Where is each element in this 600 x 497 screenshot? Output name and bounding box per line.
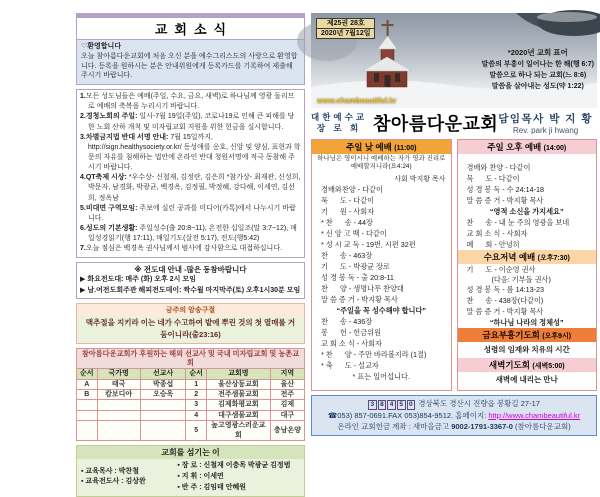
order-line: 봉 헌 - 헌금위원 [321,327,382,337]
order-line: 기 도 - 이순영 권사 [466,265,536,274]
service-time: (14:00) [543,145,567,152]
church-name: 참아름다운교회 [373,114,499,134]
cell: 캄보디아 [97,390,140,400]
zip-digit: 0 [407,400,416,410]
news-item [80,173,301,203]
cell: 대구 [270,410,304,420]
col-header: 순서 [77,369,98,379]
cell [140,410,186,420]
cell [77,410,98,420]
table-row [77,410,305,420]
order-line: * 성 시 교 독 - 19번, 시편 32편 [321,239,416,249]
news-item-label: 3.차별금지법 반대 서명 안내: [80,133,169,141]
servant-line: ▪ 지 휘 : 이세연 [177,473,224,481]
order-line: 찬 송 - 436장 [321,316,373,326]
cell [97,421,140,441]
cell: A [77,379,98,389]
evangelism-title: ※ 전도대 안내 -많은 동참바랍니다 [134,265,247,275]
contact-footer [311,395,597,436]
order-line: 묵 도 - 다같이 [321,195,375,205]
news-item-text: *우수상- 신철재, 김정란, 김은희 *참가상- 최재관, 신성희, 박문자, 남경화, 박광균, 백경옥, 김정필, 박정혜, 강다해, 이세연, 김선희, 정옥남 [88,174,301,202]
service-time: (11:00) [394,145,417,152]
table-row [77,421,305,441]
zip-digit: 3 [368,400,377,410]
cell [77,421,98,441]
table-row [77,390,305,400]
memory-verse-title: 금주의 암송구절 [77,304,304,316]
street-address: 경상북도 경산시 진량읍 봉황길 27-17 [416,399,540,408]
order-line: 기 원 - 사회자 [321,206,375,216]
cell: 오승욱 [140,390,186,400]
address-line [314,398,594,410]
dawn-prayer-theme: 새벽에 내리는 만나 [495,375,558,384]
table-row [77,379,305,389]
order-line: 경배와찬양 - 다같이 [321,184,383,194]
cell: 대구샘물교회 [206,410,270,420]
service-title: 주일 오후 예배 [487,142,542,152]
servant-line: ▪ 반 주 : 김임태 안혜원 [177,483,246,491]
welcome-heading: ♡환영합니다 [81,43,122,50]
sermon-title: “하나님 나라의 정체성” [489,318,564,327]
volume-date-box [316,18,375,39]
cell: 4 [186,410,207,420]
evangelism-notice-box [76,262,305,299]
order-line: 교 회 소 식 - 사회자 [466,229,528,238]
service-time: (새벽5:00) [532,363,565,370]
cell: 2 [186,390,207,400]
cell: 5 [186,421,207,441]
news-item-text: 모든 성도님들은 예배(주일, 수요, 금요, 새벽)로 하나님께 영광 돌리므로 예배의 축복을 누리시기 바랍니다. [85,93,295,111]
sermon-title: “영적 소신을 가지세요” [489,207,564,216]
cell [140,400,186,410]
news-item [80,204,301,224]
table-title-row [77,348,305,368]
news-item-text: 일시-7월 19일(주일), 코로나19로 인해 큰 피해를 당한 노회 산하 개척 및 미자립교회 지원을 위한 헌금을 실시합니다. [88,113,295,131]
order-line: 묵 도 - 다같이 [466,174,520,183]
banner-website-url: www.chambeautiful.kr [317,96,397,105]
news-item [80,112,301,132]
table-header-row [77,369,305,379]
cell: 높고영광스러운교회 [206,421,270,441]
order-line: 경배와 찬양 - 다같이 [466,163,531,172]
order-line: 성 경 봉 독 - 롬 14:13-23 [466,285,544,294]
memory-verse-text: 맥추절을 지키라 이는 네가 수고하여 밭에 뿌린 것의 첫 열매를 거둠이니라(출23:16) [77,316,304,342]
denomination [311,112,367,135]
motto-line: 말씀으로 하나 되는 교회(느 8:6) [489,72,587,80]
denomination-line: 대한예수교 [311,111,368,122]
servants-left-column [81,461,177,494]
news-item-label: 7. [80,245,86,253]
order-line: * 찬 송 - 44장 [321,217,373,227]
sunday-day-service-header [312,140,451,154]
denomination-line: 장 로 회 [316,123,362,133]
cell: 김제 [270,400,304,410]
news-item-label: 6.성도의 기본생활: [80,225,138,233]
service-title: 주일 낮 예배 [346,142,392,152]
memory-verse-box [76,303,305,343]
sunday-pm-service-header [458,140,597,154]
page-title: 교회소식 [77,18,304,40]
order-line: * 찬 양 - 주만 바라볼지라 (1절) [321,349,427,359]
cell: 태국 [97,379,140,389]
news-item [80,244,301,254]
cell: 울산상동교회 [206,379,270,389]
news-item-label: 5.비대면 구역모임: [80,204,138,212]
pastor-block [498,111,597,135]
news-item [80,133,301,174]
col-header: 지역 [270,369,304,379]
phone-fax-text: ☎053) 857-0691.FAX 053)854-9512. 홈페이지: [327,410,489,420]
service-time: (오후9시) [542,333,572,340]
mission-table-title: 참아름다운교회가 후원하는 해외 선교사 및 국내 미자립교회 및 농촌교회 [77,348,305,368]
order-line: 말 씀 증 거 - 박지황 목사 [466,196,544,205]
order-line: 폐 회 - 안녕히 [466,240,520,249]
col-header: 선교사 [140,369,186,379]
order-line: 찬 송 - 438장(다같이) [466,296,544,305]
cell: 3 [186,400,207,410]
motto-line: 말씀을 살아내는 성도(약 1:22) [491,83,584,91]
service-title: 새벽기도회 [488,360,530,370]
cell [77,400,98,410]
sunday-day-service-column [311,139,452,391]
service-presider: 사회 박지황 목사 [394,175,446,183]
zip-digit: 4 [387,400,396,410]
order-line: 기 도 - 박광균 장로 [321,261,390,271]
dawn-prayer-header [458,358,597,372]
service-verse: 하나님은 영이시니 예배하는 자가 영과 진리로 예배할지니라(요4:24) [317,155,446,171]
standing-note: * 표는 일어섭니다. [352,371,410,381]
servants-right-column [177,461,300,494]
order-line: 성 경 봉 독 - 출 20:8-11 [321,272,394,282]
pastor-name-english: Rev. park ji hwang [513,126,579,135]
cell: 1 [186,379,207,389]
evangelism-line: ▶ 화요전도대: 매주 (화) 오후 2시 모임 [80,276,196,284]
servant-line: ▪ 교육전도사 : 김상완 [81,478,146,486]
col-header: 교회명 [206,369,270,379]
cell: 충남온양 [270,421,304,441]
phone-line [314,410,594,422]
table-row [77,400,305,410]
cell: B [77,390,98,400]
news-item [80,92,301,112]
order-line: 찬 송 - 내 눈 주의 영광을 보네 [466,218,570,227]
servants-title: 교회를 섬기는 이 [77,446,304,459]
service-title: 수요저녁 예배 [483,252,536,262]
pastor-name: 담임목사 박 지 황 [498,113,594,125]
church-motto [482,47,594,93]
cell [97,410,140,420]
cell: 박종섭 [140,379,186,389]
order-line: 찬 송 - 463장 [321,250,373,260]
order-line: 말 씀 증 거 - 박지황 목사 [321,294,398,304]
banner-photo [311,13,597,108]
masthead [311,110,597,136]
news-item-label: 2.경청노회의 주일: [80,113,138,121]
servant-line: ▪ 교육목사 : 박찬철 [81,467,139,475]
order-line: * 축 도 - 설교자 [321,360,379,370]
motto-line: 말씀의 부흥이 일어나는 한 해(행 6:7) [481,61,594,68]
volume-number: 제25권 28호 [317,19,374,29]
cell: 김제화평교회 [206,400,270,410]
offering-account-line [314,421,594,433]
account-label: 온라인 교회헌금 계좌 : 새마을금고 [337,422,452,432]
account-number: 9002-1791-3367-0 [451,422,513,432]
right-page [311,13,597,436]
friday-prayer-header [458,328,597,342]
news-item-text: 7월 15일까지, http://sign.healthysociety.or.kr/ 동성애를 옹호, 신앙 및 양심, 표현과 학문의 자유를 침해하는 법안에 온라인 반대 청원서명에 적극 동참해 주시기 바랍니다. [88,133,301,172]
cell [140,421,186,441]
news-item-text: 주일성수(출 20:8~11), 온전한 십일조(말 3:7~12), 매일성경읽기(행 17:11), 매일기도(살전 5:17), 전도(행5:42) [88,225,297,243]
welcome-body: 오늘 참아름다운교회에 처음 오신 분을 예수그리스도의 사랑으로 환영합니다. 등록을 원하시는 분은 안내위원에게 등록카드를 기록하여 제출해 주시기 바랍니다. [81,52,298,80]
cell: 전주 [270,390,304,400]
issue-date: 2020년 7월12일 [321,30,371,38]
order-line-sub: (다음: 기부돌 권사) [491,275,551,284]
col-header: 국가명 [97,369,140,379]
cell: 전주샘물교회 [206,390,270,400]
col-header: 순서 [186,369,207,379]
cell [97,400,140,410]
service-title: 금요부흥기도회 [482,330,540,340]
worship-columns [311,139,597,391]
friday-prayer-theme: 성령의 임재와 치유의 시간 [483,345,570,354]
news-item-label: 1. [80,93,86,101]
order-line: 말 씀 증 거 - 박지황 목사 [466,307,544,316]
order-line: 성 경 봉 독 - 수 24:14-18 [466,185,544,194]
news-item-label: 4.QT축제 시상: [80,174,127,182]
church-news-box [76,13,305,85]
welcome-section [77,40,304,84]
wednesday-service-header [458,250,597,264]
news-item-text: 오늘 점심은 백경옥 권사님께서 범사에 감사함으로 대접하십니다. [85,245,283,253]
news-item [80,224,301,244]
other-services-column [457,139,598,391]
evangelism-line: ▶ 남.여전도회주관 해피전도데이: 짝수월 마지막주(토) 오후1시30분 모임 [80,286,301,294]
servants-body [77,459,304,496]
homepage-link[interactable]: http://www.chambeautiful.kr [488,410,581,420]
left-page [76,13,305,497]
order-line: 찬 양 - 생명나무 찬양대 [321,283,404,293]
motto-title: *2020년 교회 표어 [507,48,568,57]
cell: 울산 [270,379,304,389]
order-line: * 신 앙 고 백 - 다같이 [321,228,387,238]
news-item-text: 주보에 실린 공과를 미디어(카톡)에서 나누시기 바랍니다. [88,204,296,222]
mission-support-table [76,348,305,442]
sermon-title: “주일을 꼭 성수해야 합니다” [336,305,427,315]
account-church-name: (참아름다운교회) [512,422,571,432]
order-line: 교 회 소 식 - 사회자 [321,338,382,348]
servant-line: ▪ 장 로 : 신철재 이충목 박광균 김정범 [177,462,291,470]
news-list [76,89,305,258]
zip-digit: 8 [378,400,387,410]
zip-digit: 5 [397,400,406,410]
church-servants-box [76,445,305,497]
service-time: (오후7:30) [537,255,570,262]
